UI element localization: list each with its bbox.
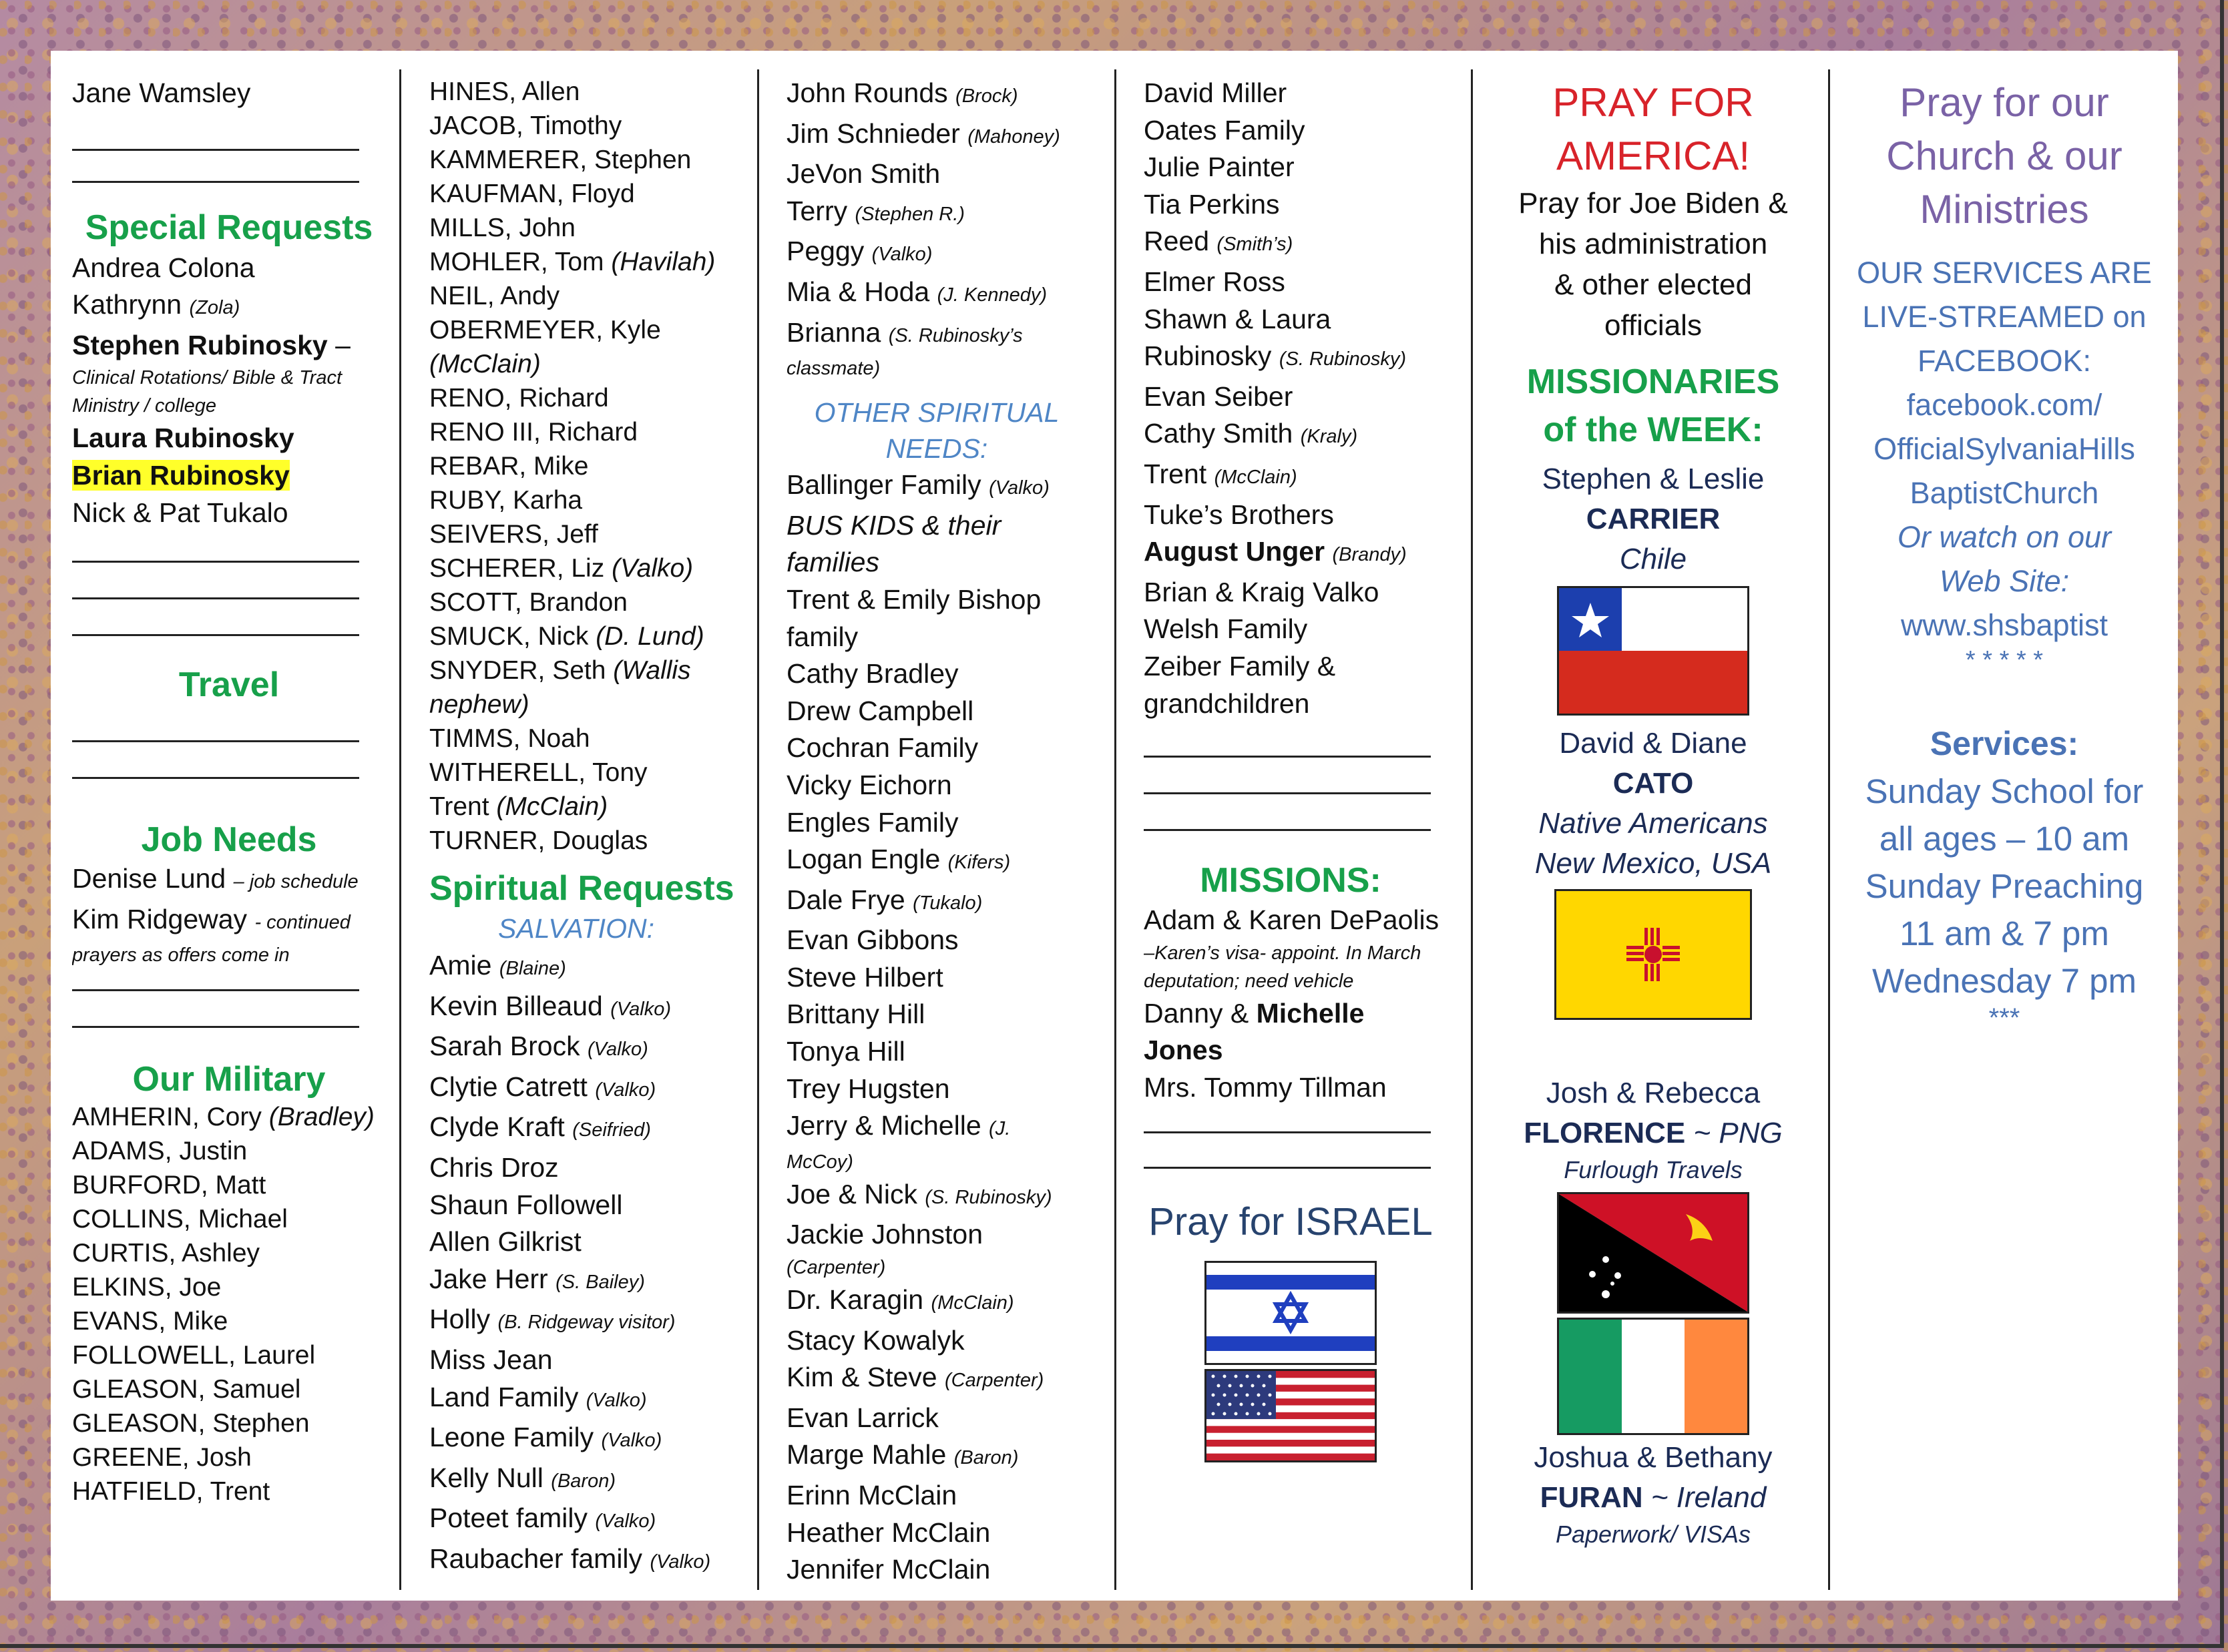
list-item: grandchildren bbox=[1144, 687, 1310, 719]
column-divider bbox=[1471, 69, 1473, 1590]
special-requests-heading: Special Requests bbox=[85, 208, 373, 247]
list-item: SCOTT, Brandon bbox=[429, 588, 628, 617]
other-spiritual-list-continued bbox=[1144, 75, 1464, 722]
list-item: Cathy Bradley bbox=[787, 658, 959, 690]
missionary-surname: CATO bbox=[1612, 767, 1694, 800]
list-item: Dr. Karagin (McClain) bbox=[787, 1284, 1014, 1316]
list-item: Stacy Kowalyk bbox=[787, 1324, 965, 1356]
papua-new-guinea-flag-icon bbox=[1557, 1192, 1749, 1314]
column-divider bbox=[1114, 69, 1116, 1590]
list-item: Cathy Smith (Kraly) bbox=[1144, 418, 1358, 449]
missionary-carrier bbox=[1480, 459, 1827, 716]
list-item: WITHERELL, Tony bbox=[429, 758, 648, 787]
list-item-note: McCoy) bbox=[787, 1151, 853, 1173]
mission-entry: Jones bbox=[1144, 1035, 1223, 1066]
blank-line bbox=[1144, 1133, 1431, 1169]
column-6 bbox=[1837, 51, 2171, 1601]
list-item: Heather McClain bbox=[787, 1517, 991, 1548]
mission-note: –Karen’s visa- appoint. In March bbox=[1144, 942, 1421, 964]
list-item: TURNER, Douglas bbox=[429, 826, 648, 855]
list-item: Kim & Steve (Carpenter) bbox=[787, 1362, 1044, 1393]
missionary-surname-line: FLORENCE ~ PNG bbox=[1524, 1117, 1783, 1149]
blank-line bbox=[72, 991, 359, 1028]
list-item: Brianna (S. Rubinosky’s bbox=[787, 316, 1023, 348]
list-item: Reed (Smith’s) bbox=[1144, 226, 1293, 257]
missionary-cato bbox=[1480, 724, 1827, 1020]
prayer-text: officials bbox=[1604, 309, 1702, 342]
list-item-note: (Carpenter) bbox=[787, 1257, 886, 1279]
list-item: Elmer Ross bbox=[1144, 266, 1285, 297]
missionary-note: Paperwork/ VISAs bbox=[1555, 1521, 1751, 1548]
list-item: Marge Mahle (Baron) bbox=[787, 1439, 1019, 1470]
list-item: Trent & Emily Bishop bbox=[787, 583, 1042, 615]
list-item: Kevin Billeaud (Valko) bbox=[429, 990, 672, 1021]
website-link[interactable]: www.shsbaptist bbox=[1900, 608, 2108, 642]
list-item: John Rounds (Brock) bbox=[787, 77, 1018, 108]
service-time: all ages – 10 am bbox=[1879, 820, 2130, 858]
list-item: Tuke’s Brothers bbox=[1144, 499, 1334, 530]
list-item: EVANS, Mike bbox=[72, 1307, 228, 1336]
blank-line bbox=[72, 706, 359, 742]
list-item: Erinn McClain bbox=[787, 1480, 957, 1510]
list-item: Tia Perkins bbox=[1144, 188, 1280, 220]
missionary-names: Josh & Rebecca bbox=[1546, 1077, 1761, 1109]
list-item: Shaun Followell bbox=[429, 1189, 623, 1220]
prayer-text: Pray for Joe Biden & bbox=[1518, 187, 1788, 220]
military-list bbox=[72, 1100, 386, 1508]
list-item: OBERMEYER, Kyle bbox=[429, 316, 661, 344]
pray-for-israel-heading: Pray for ISRAEL bbox=[1148, 1200, 1433, 1244]
info-text: Or watch on our bbox=[1897, 520, 2112, 554]
list-item: JACOB, Timothy bbox=[429, 111, 622, 140]
livestream-info bbox=[1837, 251, 2171, 673]
name-entry: Jane Wamsley bbox=[72, 77, 251, 108]
list-item: Clyde Kraft (Seifried) bbox=[429, 1111, 651, 1143]
list-item: Nick & Pat Tukalo bbox=[72, 497, 288, 528]
blank-line bbox=[72, 599, 359, 636]
list-item: Joe & Nick (S. Rubinosky) bbox=[787, 1178, 1052, 1209]
list-item: Allen Gilkrist bbox=[429, 1226, 582, 1258]
facebook-link[interactable]: facebook.com/ bbox=[1906, 388, 2102, 422]
list-item: Terry (Stephen R.) bbox=[787, 195, 965, 226]
list-item: Oates Family bbox=[1144, 114, 1305, 146]
blank-line bbox=[1144, 1106, 1431, 1133]
chile-flag-icon bbox=[1557, 586, 1749, 716]
list-item: Vicky Eichorn bbox=[787, 769, 952, 800]
mission-entry: Adam & Karen DePaolis bbox=[1144, 904, 1439, 936]
prayer-text: his administration bbox=[1538, 228, 1768, 260]
list-item: Kim Ridgeway - continued bbox=[72, 903, 351, 934]
blank-line bbox=[72, 969, 359, 991]
list-item: Jake Herr (S. Bailey) bbox=[429, 1263, 645, 1294]
list-item: Raubacher family (Valko) bbox=[429, 1543, 711, 1574]
blank-line bbox=[72, 531, 359, 563]
list-item: Peggy (Valko) bbox=[787, 236, 933, 267]
salvation-heading: SALVATION: bbox=[498, 913, 654, 944]
list-item: GREENE, Josh bbox=[72, 1443, 252, 1472]
list-item: KAUFMAN, Floyd bbox=[429, 180, 635, 208]
spiritual-list-continued bbox=[787, 75, 1120, 382]
list-item: Poteet family (Valko) bbox=[429, 1502, 656, 1534]
list-item: Leone Family (Valko) bbox=[429, 1422, 662, 1453]
salvation-list bbox=[429, 947, 756, 1581]
column-5 bbox=[1480, 51, 1827, 1601]
list-item: Trent (McClain) bbox=[429, 792, 608, 821]
list-item: MILLS, John bbox=[429, 214, 576, 242]
list-item: SMUCK, Nick (D. Lund) bbox=[429, 622, 704, 651]
list-item: Shawn & Laura bbox=[1144, 303, 1331, 334]
other-spiritual-list bbox=[787, 467, 1120, 1589]
list-item: Rubinosky (S. Rubinosky) bbox=[1144, 340, 1407, 372]
blank-line bbox=[1144, 758, 1431, 794]
list-item: RENO, Richard bbox=[429, 384, 609, 412]
blank-line bbox=[72, 112, 359, 151]
list-item: Chris Droz bbox=[429, 1151, 559, 1183]
blank-line bbox=[72, 742, 359, 779]
list-item: Jackie Johnston bbox=[787, 1219, 983, 1250]
list-item: Clytie Catrett (Valko) bbox=[429, 1071, 656, 1102]
info-text: LIVE-STREAMED on bbox=[1862, 300, 2147, 334]
column-4 bbox=[1144, 51, 1464, 1601]
list-item: Jennifer McClain bbox=[787, 1554, 991, 1585]
list-item: Trey Hugsten bbox=[787, 1073, 950, 1104]
list-item: NEIL, Andy bbox=[429, 282, 560, 310]
list-item-note: prayers as offers come in bbox=[72, 944, 290, 967]
missionary-furan bbox=[1480, 1438, 1827, 1551]
list-item: Evan Seiber bbox=[1144, 380, 1293, 412]
list-item: SNYDER, Seth (Wallis bbox=[429, 656, 691, 685]
missionaries-heading-2: of the WEEK: bbox=[1543, 410, 1763, 449]
facebook-link[interactable]: BaptistChurch bbox=[1910, 476, 2099, 510]
our-military-heading: Our Military bbox=[132, 1060, 326, 1099]
missionaries-heading: MISSIONARIES bbox=[1526, 362, 1780, 401]
list-item: Brian & Kraig Valko bbox=[1144, 576, 1379, 607]
list-item: Drew Campbell bbox=[787, 695, 974, 726]
list-item: RUBY, Karha bbox=[429, 486, 583, 515]
info-text: OUR SERVICES ARE bbox=[1857, 256, 2152, 290]
list-item-note: classmate) bbox=[787, 358, 881, 380]
military-list-continued bbox=[429, 75, 756, 858]
list-item: COLLINS, Michael bbox=[72, 1205, 288, 1234]
list-item: Mia & Hoda (J. Kennedy) bbox=[787, 276, 1048, 307]
blank-line bbox=[72, 151, 359, 183]
service-time: Wednesday 7 pm bbox=[1872, 962, 2137, 1000]
separator-stars: * * * * * bbox=[1965, 646, 2044, 674]
list-item: Kathrynn (Zola) bbox=[72, 289, 240, 320]
missionary-location: New Mexico, USA bbox=[1534, 847, 1772, 880]
special-requests-list bbox=[72, 250, 386, 532]
job-needs-heading: Job Needs bbox=[141, 820, 317, 860]
list-item: HATFIELD, Trent bbox=[72, 1477, 270, 1506]
list-item-note: Clinical Rotations/ Bible & Tract bbox=[72, 367, 343, 389]
list-item-note: nephew) bbox=[429, 690, 529, 719]
list-item: Dale Frye (Tukalo) bbox=[787, 884, 983, 915]
list-item: Cochran Family bbox=[787, 732, 979, 764]
blank-line bbox=[1144, 794, 1431, 831]
list-item: KAMMERER, Stephen bbox=[429, 146, 692, 174]
list-item: Evan Larrick bbox=[787, 1402, 939, 1433]
service-time: Sunday Preaching bbox=[1865, 867, 2144, 905]
list-item: GLEASON, Stephen bbox=[72, 1409, 310, 1438]
missionary-location: Native Americans bbox=[1538, 807, 1768, 840]
list-item: TIMMS, Noah bbox=[429, 724, 590, 753]
list-item: August Unger (Brandy) bbox=[1144, 536, 1407, 567]
list-item: SEIVERS, Jeff bbox=[429, 520, 598, 549]
missions-heading: MISSIONS: bbox=[1200, 861, 1381, 900]
list-item: David Miller bbox=[1144, 77, 1287, 108]
missionary-surname: CARRIER bbox=[1586, 503, 1721, 535]
flags-group bbox=[1144, 1261, 1437, 1462]
list-item: MOHLER, Tom (Havilah) bbox=[429, 248, 716, 276]
church-ministries-heading-3: Ministries bbox=[1920, 187, 2089, 232]
list-item: Julie Painter bbox=[1144, 152, 1295, 183]
column-1 bbox=[72, 51, 386, 1601]
list-item: Engles Family bbox=[787, 806, 959, 838]
service-time: 11 am & 7 pm bbox=[1900, 914, 2109, 952]
list-item: Sarah Brock (Valko) bbox=[429, 1031, 648, 1062]
missionary-names: Joshua & Bethany bbox=[1534, 1441, 1773, 1474]
list-item: GLEASON, Samuel bbox=[72, 1375, 301, 1404]
list-item: SCHERER, Liz (Valko) bbox=[429, 554, 694, 583]
missionary-names: David & Diane bbox=[1559, 727, 1747, 760]
list-item: Ballinger Family (Valko) bbox=[787, 469, 1050, 501]
list-item: Logan Engle (Kifers) bbox=[787, 844, 1011, 875]
list-item: Jerry & Michelle (J. bbox=[787, 1110, 1011, 1141]
list-item-note: Ministry / college bbox=[72, 395, 216, 417]
list-item: Land Family (Valko) bbox=[429, 1381, 647, 1412]
list-item: BURFORD, Matt bbox=[72, 1171, 266, 1200]
column-2 bbox=[429, 51, 756, 1601]
list-item: Andrea Colona bbox=[72, 252, 255, 283]
column-3 bbox=[787, 51, 1120, 1601]
list-item: families bbox=[787, 547, 879, 578]
missionary-florence bbox=[1480, 1073, 1827, 1435]
services-heading: Services: bbox=[1930, 725, 2079, 762]
israel-flag-icon bbox=[1204, 1261, 1377, 1365]
list-item: Steve Hilbert bbox=[787, 961, 943, 993]
church-ministries-heading-2: Church & our bbox=[1886, 133, 2123, 178]
spiritual-requests-heading: Spiritual Requests bbox=[429, 869, 734, 908]
blank-line bbox=[72, 563, 359, 599]
missionary-note: Furlough Travels bbox=[1564, 1156, 1743, 1183]
bulletin-panel bbox=[51, 51, 2178, 1601]
list-item: Laura Rubinosky bbox=[72, 423, 294, 454]
blank-line bbox=[1144, 722, 1431, 758]
list-item: CURTIS, Ashley bbox=[72, 1239, 260, 1268]
other-spiritual-needs-heading-2: NEEDS: bbox=[885, 433, 988, 465]
list-item: Stephen Rubinosky – bbox=[72, 329, 351, 360]
list-item: ELKINS, Joe bbox=[72, 1273, 222, 1302]
list-item: Denise Lund – job schedule bbox=[72, 863, 359, 894]
list-item: Miss Jean bbox=[429, 1344, 553, 1375]
ireland-flag-icon bbox=[1557, 1318, 1749, 1435]
travel-heading: Travel bbox=[178, 665, 280, 705]
church-ministries-heading: Pray for our bbox=[1900, 80, 2109, 125]
list-item: RENO III, Richard bbox=[429, 418, 638, 447]
list-item: Brittany Hill bbox=[787, 999, 925, 1030]
missionary-names: Stephen & Leslie bbox=[1542, 463, 1765, 495]
prayer-text: & other elected bbox=[1554, 268, 1752, 301]
list-item: Kelly Null (Baron) bbox=[429, 1462, 616, 1493]
facebook-link[interactable]: OfficialSylvaniaHills bbox=[1873, 432, 2135, 466]
column-divider bbox=[1828, 69, 1830, 1590]
separator-stars: *** bbox=[1988, 1003, 2020, 1033]
list-item: Trent (McClain) bbox=[1144, 458, 1297, 489]
info-text: FACEBOOK: bbox=[1917, 344, 2092, 378]
list-item: Holly (B. Ridgeway visitor) bbox=[429, 1304, 676, 1335]
list-item: BUS KIDS & their bbox=[787, 509, 1001, 541]
pray-for-america-heading: PRAY FOR bbox=[1552, 80, 1754, 125]
missionary-location: Chile bbox=[1619, 543, 1687, 575]
other-spiritual-needs-heading: OTHER SPIRITUAL bbox=[814, 397, 1060, 429]
list-item-note: (McClain) bbox=[429, 350, 541, 378]
mission-entry: Mrs. Tommy Tillman bbox=[1144, 1071, 1387, 1103]
list-item: JeVon Smith bbox=[787, 158, 941, 190]
list-item: Amie (Blaine) bbox=[429, 950, 566, 981]
list-item: Zeiber Family & bbox=[1144, 650, 1336, 681]
missionary-surname-line: FURAN ~ Ireland bbox=[1540, 1481, 1767, 1514]
service-time: Sunday School for bbox=[1865, 772, 2144, 810]
list-item: HINES, Allen bbox=[429, 77, 580, 106]
list-item: REBAR, Mike bbox=[429, 452, 589, 481]
list-item: Evan Gibbons bbox=[787, 924, 959, 956]
column-divider bbox=[757, 69, 759, 1590]
mission-note: deputation; need vehicle bbox=[1144, 970, 1354, 992]
list-item: Jim Schnieder (Mahoney) bbox=[787, 117, 1060, 149]
pray-for-america-heading-2: AMERICA! bbox=[1556, 133, 1751, 178]
info-text: Web Site: bbox=[1939, 564, 2070, 598]
usa-flag-icon bbox=[1204, 1369, 1377, 1462]
new-mexico-flag-icon bbox=[1554, 889, 1752, 1020]
column-divider bbox=[399, 69, 401, 1590]
list-item: Welsh Family bbox=[1144, 613, 1308, 645]
list-item: AMHERIN, Cory (Bradley) bbox=[72, 1103, 375, 1132]
list-item: Tonya Hill bbox=[787, 1036, 905, 1067]
list-item-highlighted: Brian Rubinosky bbox=[72, 459, 290, 491]
list-item: family bbox=[787, 621, 859, 652]
list-item: FOLLOWELL, Laurel bbox=[72, 1341, 316, 1370]
mission-entry: Danny & Michelle bbox=[1144, 997, 1365, 1029]
list-item: ADAMS, Justin bbox=[72, 1137, 248, 1166]
